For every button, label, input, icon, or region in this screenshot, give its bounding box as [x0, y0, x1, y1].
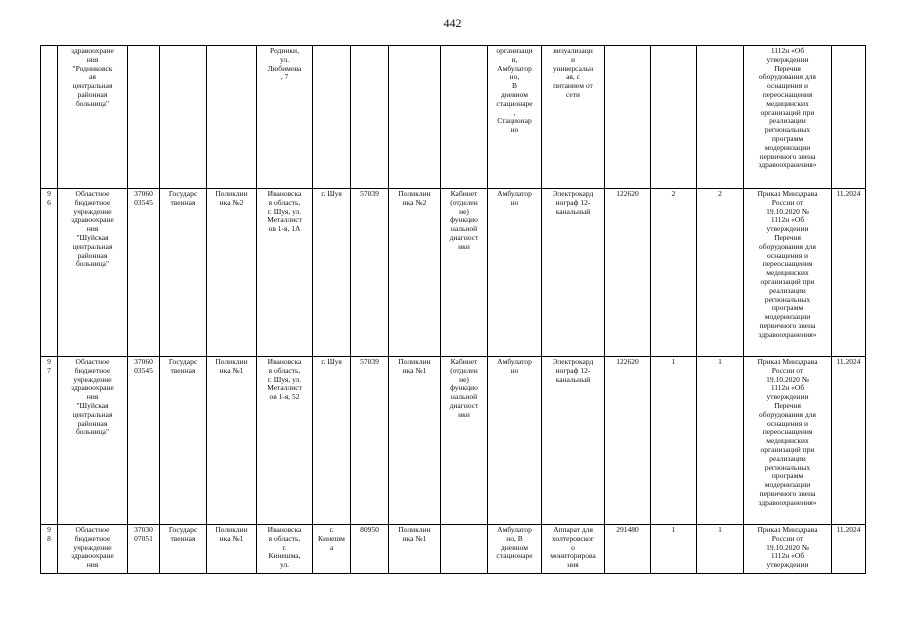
cell-date: 11.2024 — [832, 357, 866, 525]
cell-qty-planned: 1 — [651, 357, 697, 525]
cell-condition: Амбулатор но, В дневном стационаре — [488, 525, 542, 574]
cell-oktmo: 57039 — [351, 189, 389, 357]
cell-inn: 37060 03545 — [128, 189, 160, 357]
cell-address: Ивановска я область, г. Шуя, ул. Металлист ов 1-я, 52 — [257, 357, 313, 525]
cell-equipment: Электрокард иограф 12- канальный — [542, 189, 605, 357]
cell-city: г. Кинешм а — [313, 525, 351, 574]
cell-date: 11.2024 — [832, 189, 866, 357]
cell-code: 122620 — [605, 189, 651, 357]
cell-city — [313, 46, 351, 189]
cell-organization: здравоохране ния "Родниковск ая центральная районная больница" — [58, 46, 128, 189]
cell-ownership: Государс твенная — [160, 357, 207, 525]
cell-organization: Областное бюджетное учреждение здравоохране ния "Шуйская центральная районная больница" — [58, 357, 128, 525]
table-row — [41, 189, 866, 357]
cell-ownership — [160, 46, 207, 189]
cell-num: 9 7 — [41, 357, 58, 525]
cell-qty-planned — [651, 46, 697, 189]
table-row — [41, 46, 866, 189]
cell-organization: Областное бюджетное учреждение здравоохране ния "Шуйская центральная районная больница" — [58, 189, 128, 357]
cell-date — [832, 46, 866, 189]
cell-equipment: визуализаци и универсальн ая, с питанием от сети — [542, 46, 605, 189]
cell-cabinet: Кабинет (отделен ие) функцио нальной диагност ики — [441, 189, 488, 357]
cell-subdivision — [389, 46, 441, 189]
cell-ownership: Государс твенная — [160, 525, 207, 574]
cell-inn: 37060 03545 — [128, 357, 160, 525]
cell-inn — [128, 46, 160, 189]
cell-equipment: Электрокард иограф 12- канальный — [542, 357, 605, 525]
cell-unit: Поликлин ика №2 — [207, 189, 257, 357]
cell-address: Ивановска я область, г. Кинешма, ул. — [257, 525, 313, 574]
cell-ownership: Государс твенная — [160, 189, 207, 357]
cell-basis: 1112н «Об утверждении Перечня оборудования для оснащения и переоснащения медицинских организаций при реализации региональных программ модернизации первичного звена здравоохранения» — [744, 46, 832, 189]
cell-qty-planned: 2 — [651, 189, 697, 357]
page-number: 442 — [443, 16, 462, 30]
cell-condition: организаци и, Амбулатор но, В дневном стационаре , Стационар но — [488, 46, 542, 189]
cell-qty-total: 1 — [697, 357, 744, 525]
cell-city: г. Шуя — [313, 189, 351, 357]
cell-oktmo: 80950 — [351, 525, 389, 574]
cell-oktmo — [351, 46, 389, 189]
cell-basis: Приказ Минздрава России от 19.10.2020 № 1112н «Об утверждении — [744, 525, 832, 574]
cell-subdivision: Поликлин ика №1 — [389, 525, 441, 574]
cell-condition: Амбулатор но — [488, 189, 542, 357]
cell-city: г. Шуя — [313, 357, 351, 525]
cell-code: 122620 — [605, 357, 651, 525]
cell-qty-total: 1 — [697, 525, 744, 574]
cell-unit: Поликлин ика №1 — [207, 525, 257, 574]
cell-cabinet — [441, 525, 488, 574]
cell-qty-total — [697, 46, 744, 189]
equipment-table — [40, 45, 866, 574]
cell-inn: 37030 07051 — [128, 525, 160, 574]
cell-basis: Приказ Минздрава России от 19.10.2020 № 1112н «Об утверждении Перечня оборудования для оснащения и переоснащения медицинских организаций при реализации региональных программ модернизации первичного звена здравоохранения» — [744, 357, 832, 525]
cell-cabinet — [441, 46, 488, 189]
cell-organization: Областное бюджетное учреждение здравоохране ния — [58, 525, 128, 574]
cell-code: 291480 — [605, 525, 651, 574]
table-row — [41, 525, 866, 574]
cell-unit — [207, 46, 257, 189]
cell-num: 9 6 — [41, 189, 58, 357]
table-row — [41, 357, 866, 525]
cell-qty-total: 2 — [697, 189, 744, 357]
cell-condition: Амбулатор но — [488, 357, 542, 525]
cell-code — [605, 46, 651, 189]
cell-num — [41, 46, 58, 189]
cell-oktmo: 57039 — [351, 357, 389, 525]
cell-date: 11.2024 — [832, 525, 866, 574]
cell-qty-planned: 1 — [651, 525, 697, 574]
cell-num: 9 8 — [41, 525, 58, 574]
cell-equipment: Аппарат для холтеровског о мониторирова ния — [542, 525, 605, 574]
cell-unit: Поликлин ика №1 — [207, 357, 257, 525]
cell-subdivision: Поликлин ика №1 — [389, 357, 441, 525]
cell-basis: Приказ Минздрава России от 19.10.2020 № 1112н «Об утверждении Перечня оборудования для оснащения и переоснащения медицинских организаций при реализации региональных программ модернизации первичного звена здравоохранения» — [744, 189, 832, 357]
cell-cabinet: Кабинет (отделен ие) функцио нальной диагност ики — [441, 357, 488, 525]
cell-address: Родники, ул. Любимова , 7 — [257, 46, 313, 189]
cell-address: Ивановска я область, г. Шуя, ул. Металлист ов 1-я, 1А — [257, 189, 313, 357]
cell-subdivision: Поликлин ика №2 — [389, 189, 441, 357]
